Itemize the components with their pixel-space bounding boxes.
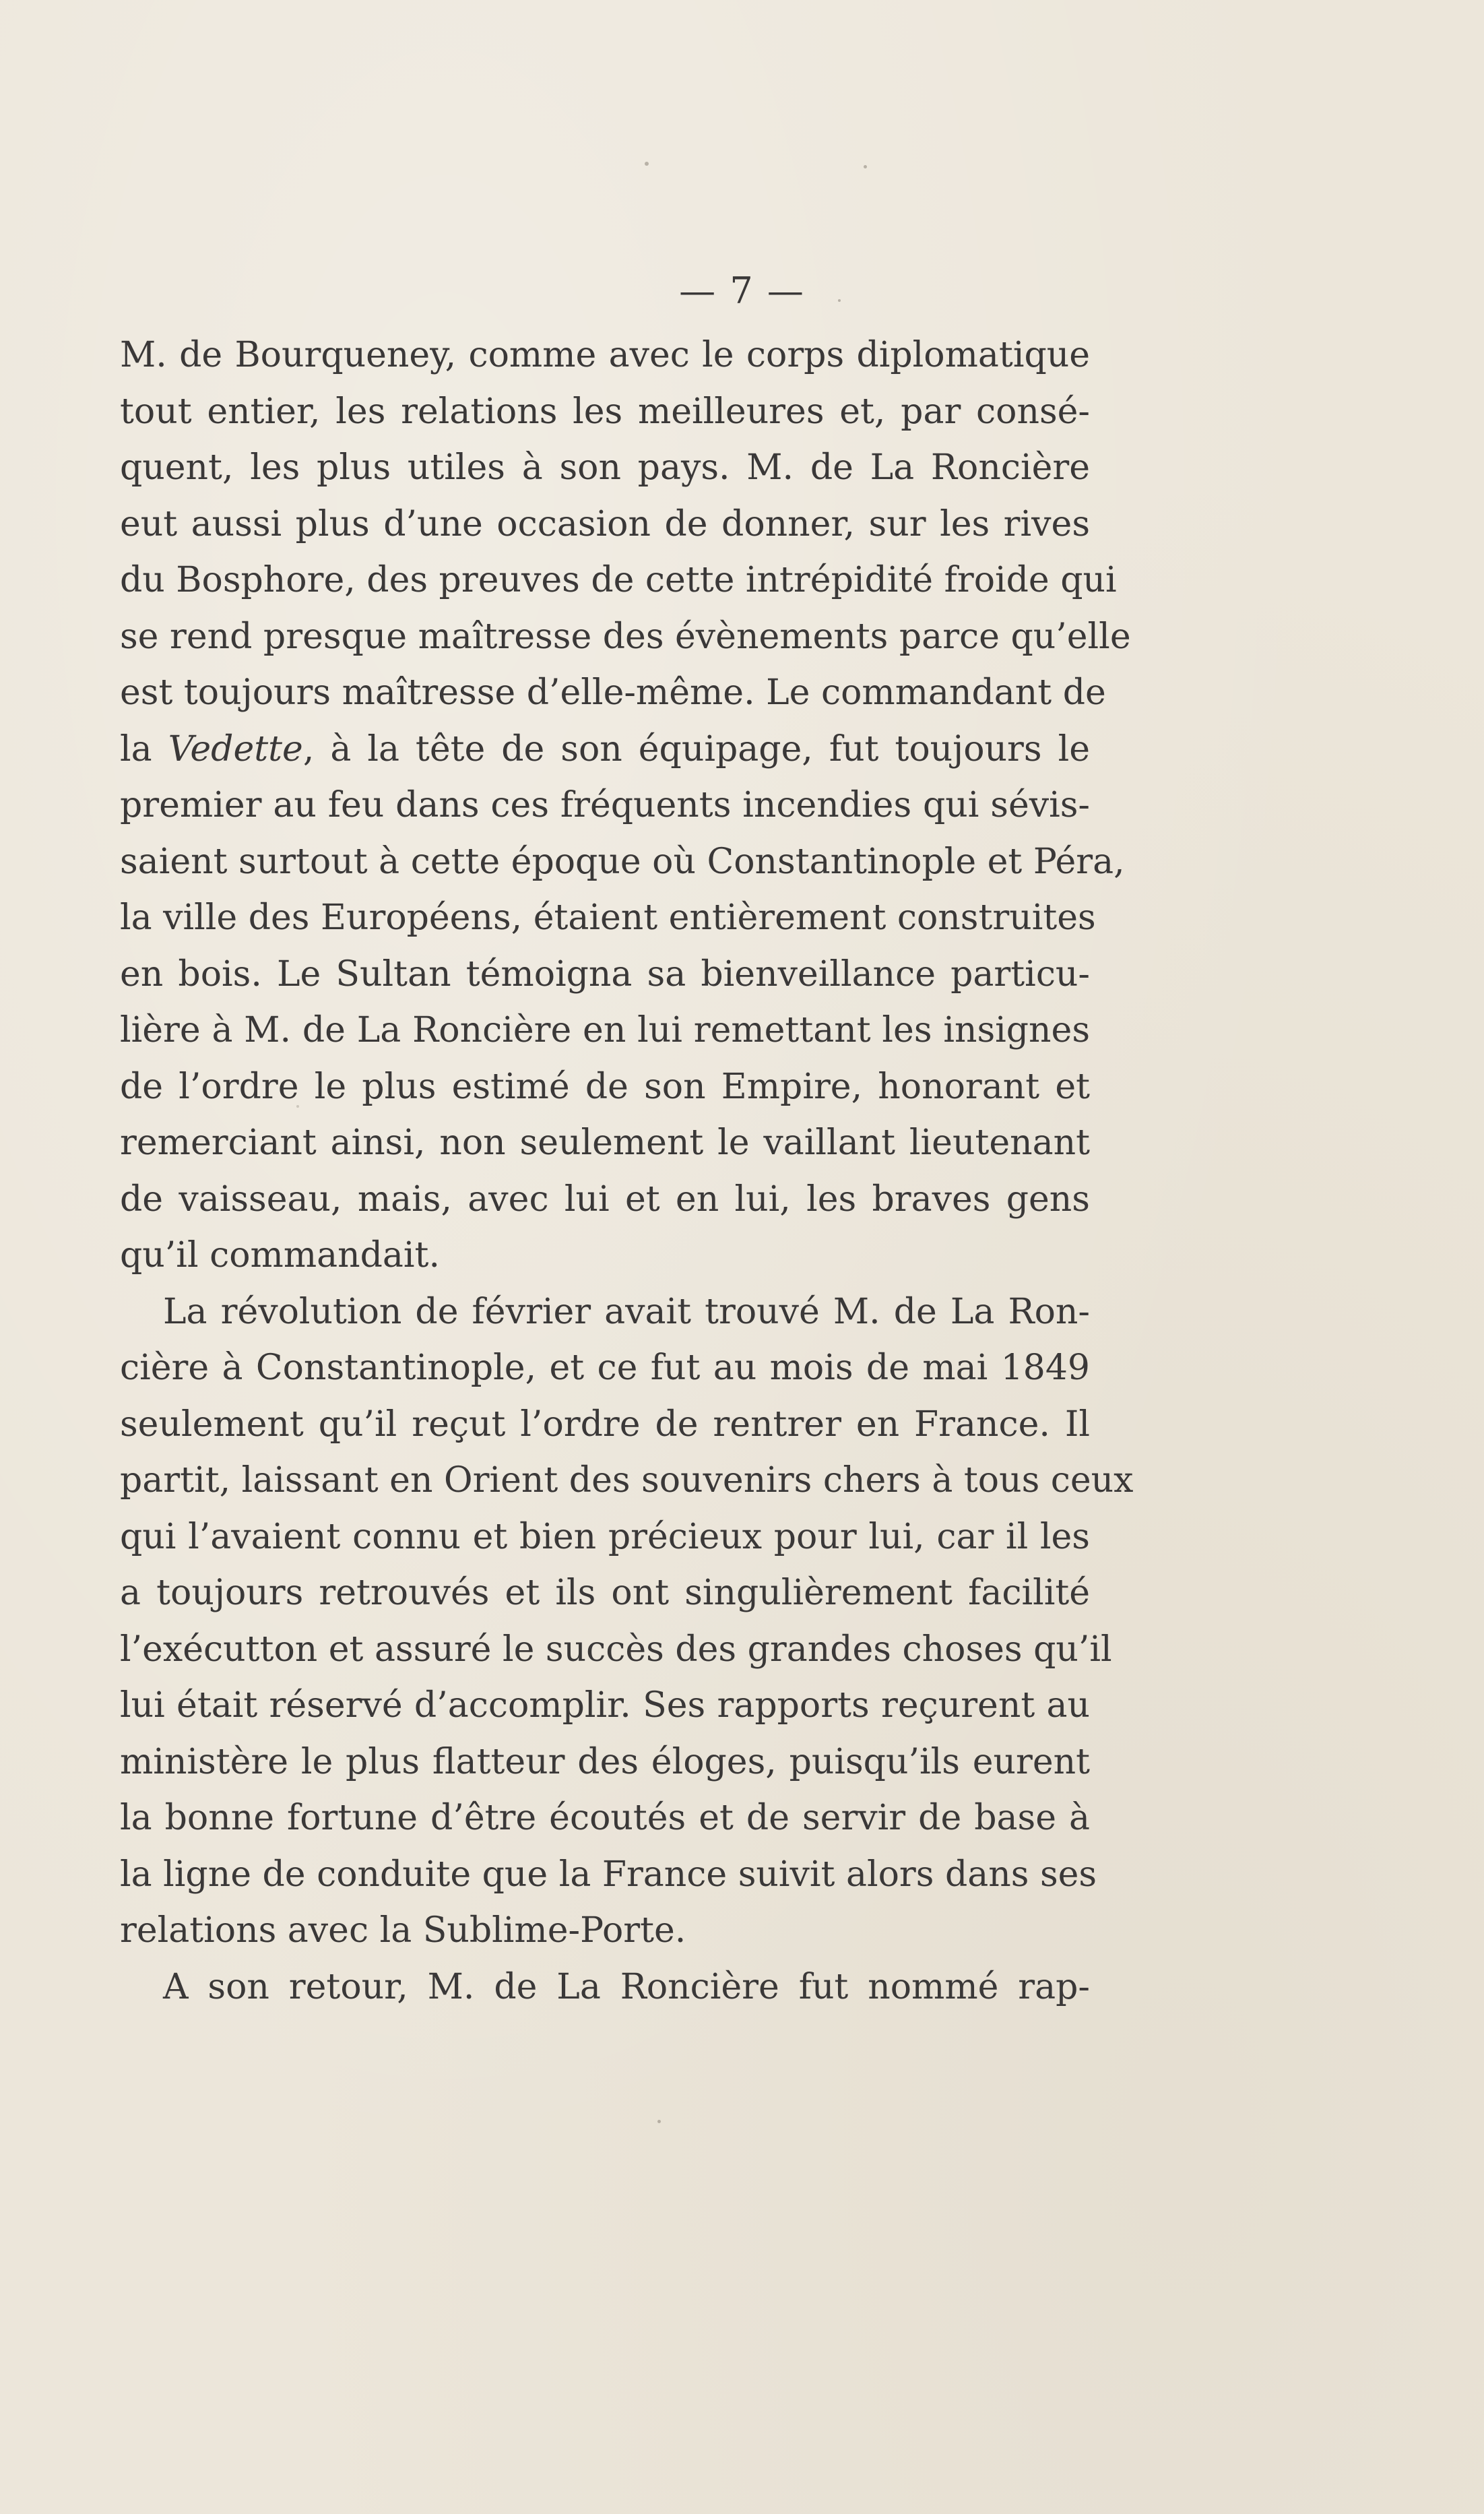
text-line: la bonne fortune d’être écoutés et de servir de base à [120, 1798, 1090, 1838]
text-line: ministère le plus flatteur des éloges, puisqu’ils eurent [120, 1741, 1090, 1782]
paper-speck [645, 162, 649, 166]
text-line: saient surtout à cette époque où Constantinople et Péra, [120, 841, 1125, 882]
text-line: lui était réservé d’accomplir. Ses rapports reçurent au [120, 1685, 1090, 1726]
text-line: partit, laissant en Orient des souvenirs chers à tous ceux [120, 1460, 1134, 1501]
text-line: tout entier, les relations les meilleures et, par consé- [120, 391, 1090, 432]
text-line: qui l’avaient connu et bien précieux pour lui, car il les [120, 1516, 1090, 1557]
paragraph-2 [120, 1284, 1134, 1959]
paper-speck [296, 1105, 299, 1108]
paragraph-1 [120, 327, 1131, 1284]
text-line: premier au feu dans ces fréquents incendies qui sévis- [120, 785, 1090, 825]
text-line: de vaisseau, mais, avec lui et en lui, les braves gens [120, 1179, 1090, 1220]
paragraph-3 [120, 1959, 1090, 2016]
text-line: la ligne de conduite que la France suivit alors dans ses [120, 1854, 1097, 1895]
text-line: la ville des Européens, étaient entièrement construites [120, 898, 1096, 938]
ship-name: Vedette [168, 728, 303, 769]
paper-speck [838, 299, 841, 302]
text-line: relations avec la Sublime-Porte. [120, 1910, 686, 1951]
text-line: se rend presque maîtresse des évènements parce qu’elle [120, 616, 1131, 657]
text-line: qu’il commandait. [120, 1235, 440, 1276]
body-text [120, 327, 1134, 2015]
text-fragment: la [120, 728, 168, 769]
text-fragment: , à la tête de son équipage, fut toujours le [302, 728, 1090, 769]
text-line: eut aussi plus d’une occasion de donner, sur les rives [120, 503, 1090, 544]
text-line: remerciant ainsi, non seulement le vaillant lieutenant [120, 1123, 1090, 1163]
text-line-with-ship-name [120, 722, 1090, 778]
text-line: cière à Constantinople, et ce fut au mois de mai 1849 [120, 1348, 1090, 1388]
text-line: M. de Bourqueney, comme avec le corps diplomatique [120, 335, 1090, 375]
text-line: du Bosphore, des preuves de cette intrépidité froide qui [120, 560, 1117, 600]
text-line: est toujours maîtresse d’elle-même. Le commandant de [120, 672, 1106, 713]
page-number: — 7 — [679, 270, 805, 312]
paper-speck [864, 165, 867, 168]
text-line: La révolution de février avait trouvé M. de La Ron- [163, 1291, 1090, 1332]
text-line: en bois. Le Sultan témoigna sa bienveillance particu- [120, 953, 1090, 995]
text-line: l’exécutton et assuré le succès des grandes choses qu’il [120, 1629, 1112, 1670]
text-line: a toujours retrouvés et ils ont singulièrement facilité [120, 1573, 1090, 1613]
paper-speck [657, 2120, 661, 2123]
text-line: A son retour, M. de La Roncière fut nommé rap- [163, 1966, 1090, 2007]
text-line: quent, les plus utiles à son pays. M. de La Roncière [120, 447, 1090, 488]
text-line: lière à M. de La Roncière en lui remettant les insignes [120, 1010, 1090, 1050]
text-line: de l’ordre le plus estimé de son Empire, honorant et [120, 1066, 1090, 1107]
text-line: seulement qu’il reçut l’ordre de rentrer en France. Il [120, 1404, 1090, 1445]
